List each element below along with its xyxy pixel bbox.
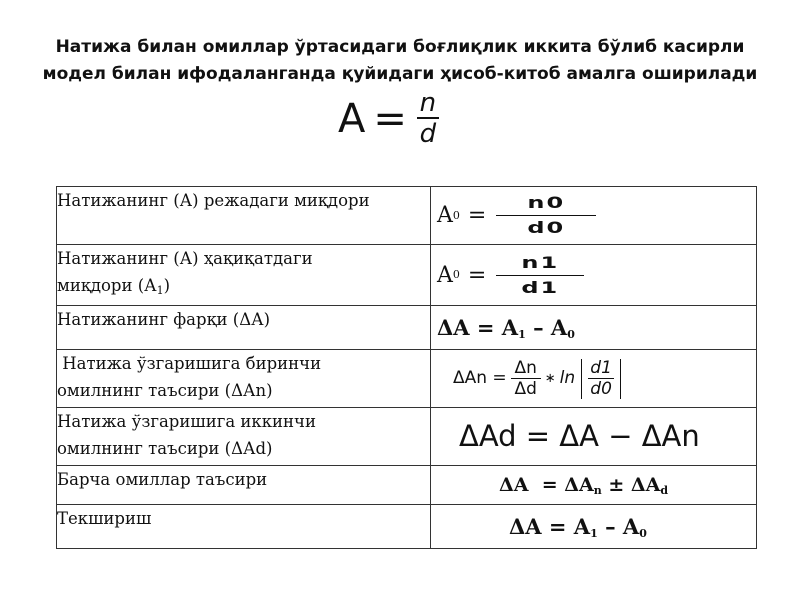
row-formula [431,350,757,408]
fraction-bar [496,215,596,216]
main-formula-numerator: n [419,88,437,118]
numerator: n0 [527,193,566,213]
formula-a0-actual: A 0 = $\frac{n1}{d1}$ [431,252,584,299]
row-formula [431,306,757,350]
abs-bar-right [620,359,621,399]
main-formula-fraction [417,89,439,149]
denominator: d0 [527,218,566,238]
row-formula [431,245,757,306]
row-label: Натижанинг (А) режадаги миқдори [57,187,431,245]
row-formula [431,505,757,549]
formula-all-factors: $\Delta A = \Delta A_n \pm \Delta A_d$ [499,473,669,497]
row-label: Барча омиллар таъсири [57,466,431,505]
table-row-actual [57,245,757,306]
formula-difference: $\Delta A = A_1 - A_0$ [437,315,575,341]
row-label: Натижанинг фарқи (ΔА) [57,306,431,350]
formula-check: $\Delta A = A_1 - A_0$ [509,514,647,540]
table-row-first-factor [57,350,757,408]
row-formula [431,187,757,245]
abs-bar-left [581,359,582,399]
formula-first-factor: ΔAn = $\frac{\Delta n}{\Delta d}$ ∗ ln $\frac{d1}{d0}$ [453,358,621,399]
calculation-table [56,186,757,549]
fraction-bar [496,275,584,276]
table-row-check [57,505,757,549]
table-row-second-factor [57,408,757,466]
main-formula-lhs: A [338,96,366,142]
denominator: d1 [521,278,560,297]
row-label: Натижанинг (А) ҳақиқатдаги миқдори $(А_1)$ [57,245,431,306]
main-formula [338,84,439,154]
fraction: $\frac{\Delta n}{\Delta d}$ [511,358,541,399]
formula-a0-plan: A 0 = $\frac{n0}{d0}$ [431,192,596,239]
row-formula [431,408,757,466]
table-row-plan [57,187,757,245]
table-row-all-factors [57,466,757,505]
table-row-difference [57,306,757,350]
main-formula-equals: = [373,96,407,142]
row-label: Натижа ўзгаришига иккинчи омилнинг таъсири (ΔАd) [57,408,431,466]
row-label: Натижа ўзгаришига биринчи омилнинг таъсири (ΔАn) [57,350,431,408]
title-line-2: модел билан ифодаланганда қуйидаги ҳисоб-китоб амалга оширилади [42,64,758,84]
fraction [496,192,596,239]
title-line-1: Натижа билан омиллар ўртасидаги боғлиқлик иккита бўлиб касирли [55,37,745,57]
fraction [496,252,584,299]
main-formula-denominator: d [419,119,437,149]
slide-title [0,34,800,88]
numerator: n1 [521,253,560,272]
fraction: $\frac{d1}{d0}$ [588,358,614,399]
row-label: Текшириш [57,505,431,549]
formula-second-factor: ΔAd = ΔA − ΔAn [459,419,700,453]
row-formula [431,466,757,505]
